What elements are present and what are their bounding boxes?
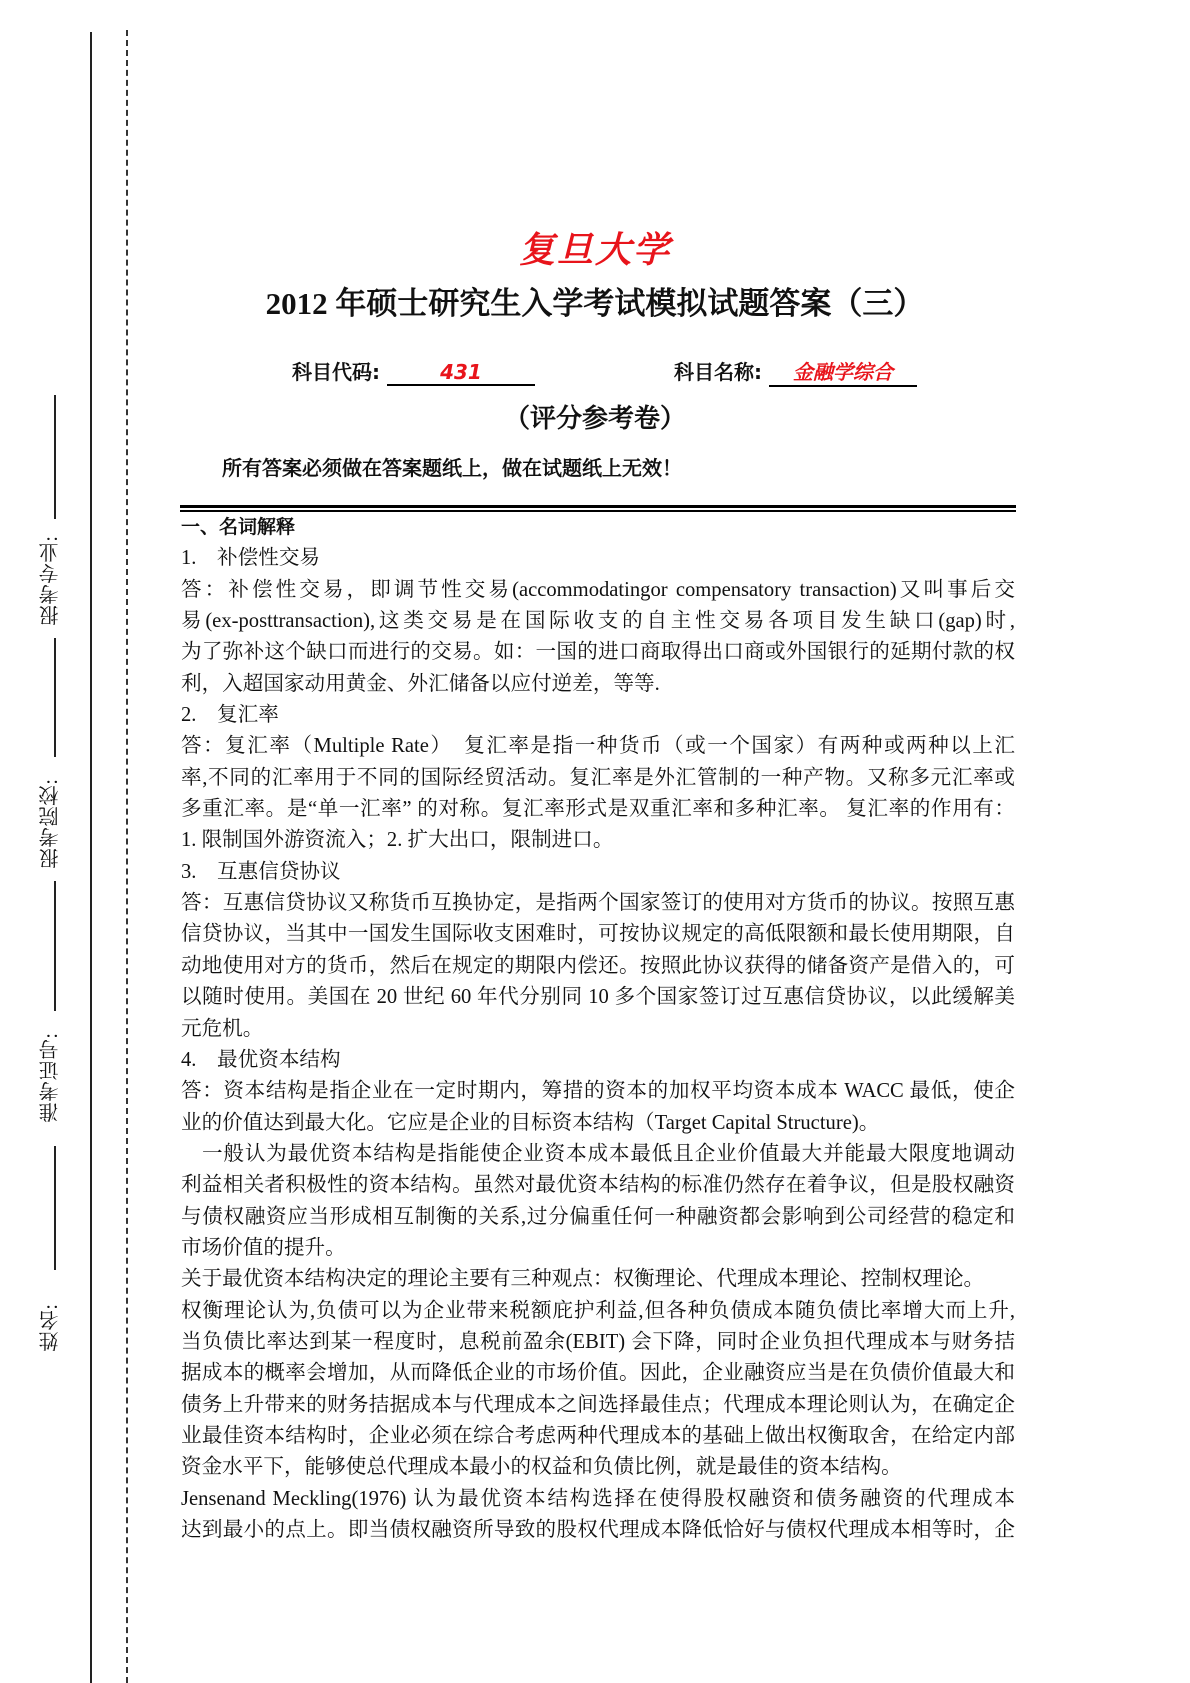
text-line: 信贷协议，当其中一国发生国际收支困难时，可按协议规定的高低限额和最长使用期限，自: [181, 923, 1015, 946]
section-heading: 一、名词解释: [181, 516, 296, 538]
subject-name-label: 科目名称:: [674, 360, 762, 384]
text-line: 与债权融资应当形成相互制衡的关系,过分偏重任何一种融资都会影响到公司经营的稳定和: [181, 1205, 1015, 1228]
exam-id-field-line: [54, 881, 56, 1011]
text-line: 答：补偿性交易，即调节性交易(accommodatingor compensatory transaction)又叫事后交: [181, 578, 1015, 601]
header-rule-thick: [180, 505, 1016, 508]
subject-name: [674, 356, 917, 387]
subject-code-value: 431: [387, 360, 535, 386]
subject-code-label: 科目代码:: [292, 360, 380, 384]
text-line: 一般认为最优资本结构是指能使企业资本成本最低且企业价值最大并能最大限度地调动: [202, 1142, 1015, 1165]
subject-code: [292, 356, 535, 386]
text-line: 1. 限制国外游资流入；2. 扩大出口，限制进口。: [181, 829, 614, 852]
answer-notice: 所有答案必须做在答案题纸上，做在试题纸上无效！: [222, 456, 682, 480]
text-line: 答：复汇率（Multiple Rate） 复汇率是指一种货币（或一个国家）有两种或两种以上汇: [181, 735, 1015, 758]
text-line: 动地使用对方的货币，然后在规定的期限内偿还。按照此协议获得的储备资产是借入的，可: [181, 954, 1015, 977]
text-line: 率,不同的汇率用于不同的国际经贸活动。复汇率是外汇管制的一种产物。又称多元汇率或: [181, 766, 1015, 789]
major-field-label: 报考专业:: [40, 535, 62, 626]
text-line: 答：互惠信贷协议又称货币互换协定，是指两个国家签订的使用对方货币的协议。按照互惠: [181, 892, 1015, 915]
text-line: 利益相关者积极性的资本结构。虽然对最优资本结构的标准仍然存在着争议，但是股权融资: [181, 1174, 1015, 1197]
term-heading: 3. 互惠信贷协议: [181, 860, 341, 883]
text-line: 为了弥补这个缺口而进行的交易。如：一国的进口商取得出口商或外国银行的延期付款的权: [181, 641, 1015, 664]
term-heading: 2. 复汇率: [181, 704, 279, 727]
text-line: 当负债比率达到某一程度时，息税前盈余(EBIT) 会下降，同时企业负担代理成本与财务拮: [181, 1330, 1015, 1353]
document-title: 2012 年硕士研究生入学考试模拟试题答案（三）: [265, 286, 925, 321]
text-line: 关于最优资本结构决定的理论主要有三种观点：权衡理论、代理成本理论、控制权理论。: [181, 1268, 985, 1291]
text-line: Jensenand Meckling(1976) 认为最优资本结构选择在使得股权融资和债务融资的代理成本: [181, 1487, 1015, 1510]
text-line: 债务上升带来的财务拮据成本与代理成本之间选择最佳点；代理成本理论则认为，在确定企: [181, 1393, 1015, 1416]
school-field-line: [54, 638, 56, 757]
text-line: 元危机。: [181, 1017, 264, 1040]
exam-id-field-label: 准考证号:: [40, 1032, 62, 1123]
text-line: 业最佳资本结构时，企业必须在综合考虑两种代理成本的基础上做出权衡取舍，在给定内部: [181, 1424, 1015, 1447]
text-line: 市场价值的提升。: [181, 1236, 346, 1259]
text-line: 多重汇率。是“单一汇率” 的对称。复汇率形式是双重汇率和多种汇率。 复汇率的作用有：: [181, 798, 1015, 821]
term-heading: 4. 最优资本结构: [181, 1048, 341, 1071]
text-line: 利，入超国家动用黄金、外汇储备以应付逆差，等等.: [181, 672, 660, 695]
term-heading: 1. 补偿性交易: [181, 547, 321, 570]
text-line: 资金水平下，能够使总代理成本最小的权益和负债比例，就是最佳的资本结构。: [181, 1456, 902, 1479]
text-line: 答：资本结构是指企业在一定时期内，筹措的资本的加权平均资本成本 WACC 最低，使企: [181, 1080, 1015, 1103]
text-line: 以随时使用。美国在 20 世纪 60 年代分别同 10 多个国家签订过互惠信贷协议，以此缓解美: [181, 986, 1015, 1009]
subject-name-value: 金融学综合: [769, 356, 917, 387]
name-field-line: [54, 1146, 56, 1270]
text-line: 达到最小的点上。即当债权融资所导致的股权代理成本降低恰好与债权代理成本相等时，企: [181, 1519, 1015, 1541]
text-line: 易(ex-posttransaction),这类交易是在国际收支的自主性交易各项目发生缺口(gap)时,: [181, 610, 1015, 633]
answer-body: [181, 512, 1015, 1546]
university-logo-text: 复旦大学: [518, 230, 671, 271]
text-line: 据成本的概率会增加，从而降低企业的市场价值。因此，企业融资应当是在负债价值最大和: [181, 1362, 1015, 1385]
name-field-label: 姓名:: [40, 1303, 62, 1352]
text-line: 业的价值达到最大化。它应是企业的目标资本结构（Target Capital Structure)。: [181, 1111, 880, 1134]
school-field-label: 报考院校:: [40, 778, 62, 869]
text-line: 权衡理论认为,负债可以为企业带来税额庇护利益,但各种负债成本随负债比率增大而上升,: [181, 1299, 1015, 1322]
grading-reference-subtitle: （评分参考卷）: [503, 404, 686, 433]
